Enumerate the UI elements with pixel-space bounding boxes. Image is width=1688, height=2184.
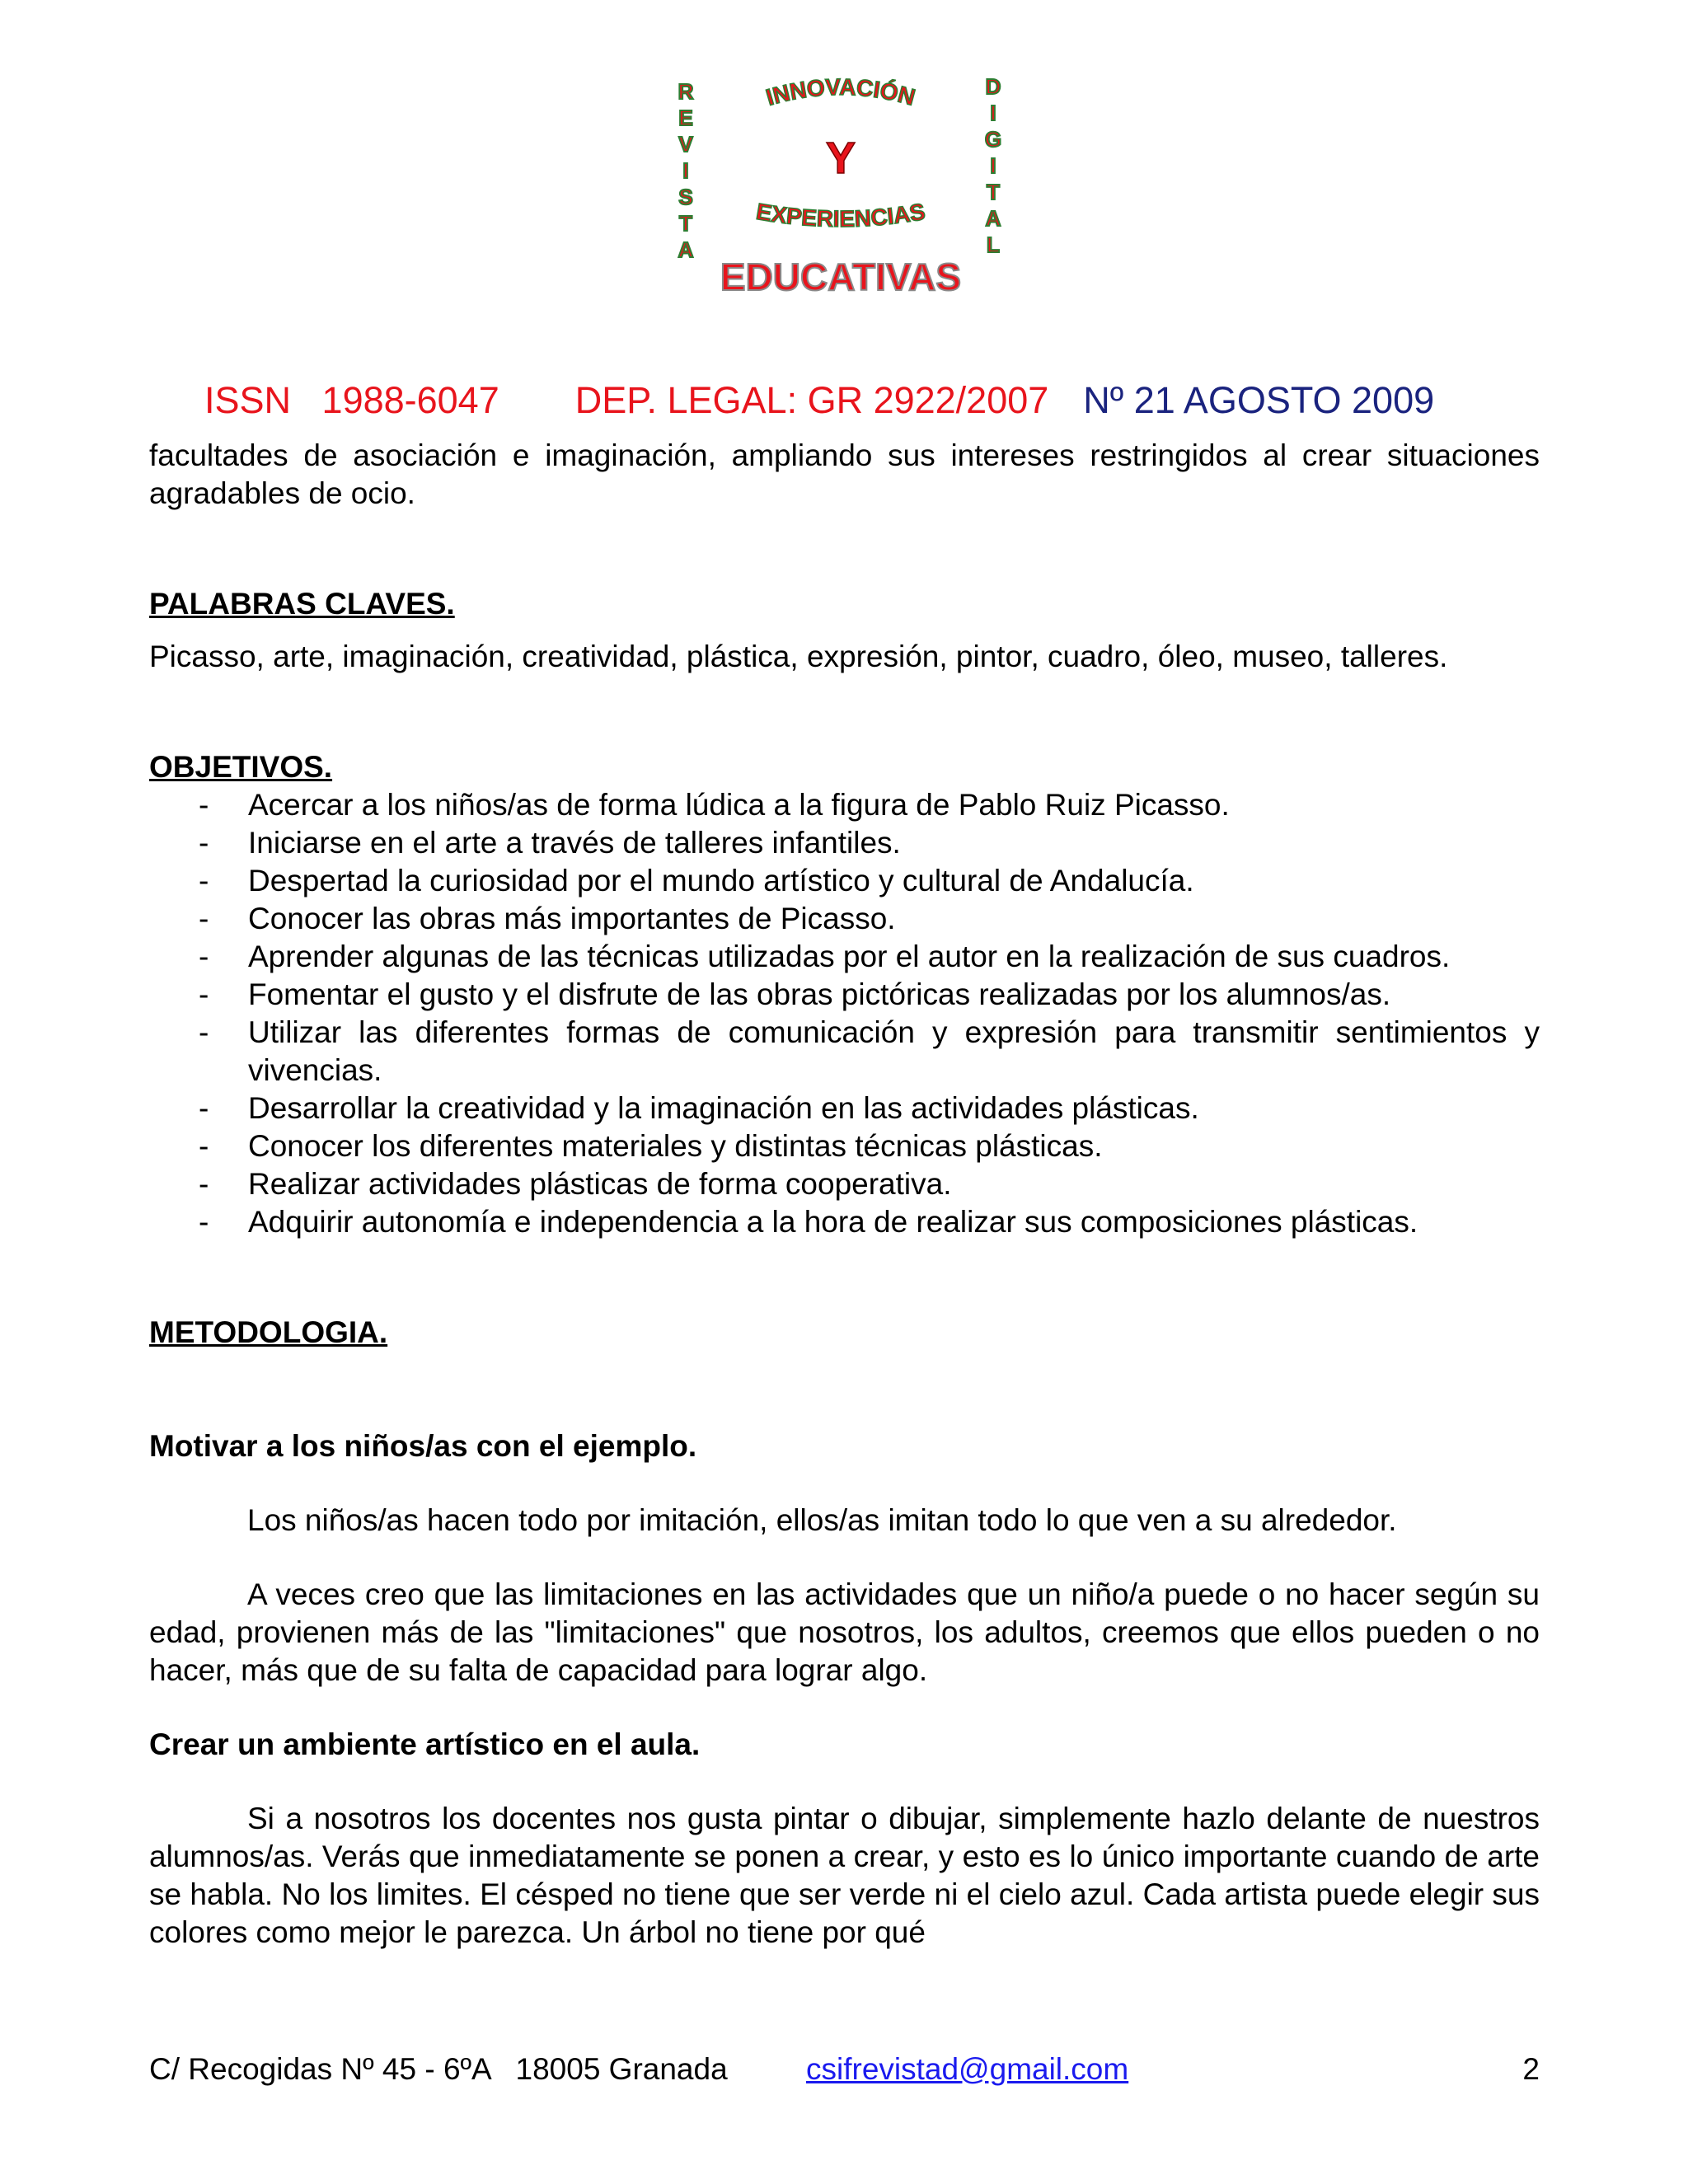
svg-text:D: D	[985, 74, 1001, 99]
list-dash: -	[199, 902, 209, 935]
svg-text:L: L	[987, 232, 1000, 257]
methodology-heading: METODOLOGIA.	[149, 1315, 388, 1349]
list-dash: -	[199, 826, 209, 860]
list-dash: -	[199, 1091, 209, 1125]
keywords-heading: PALABRAS CLAVES.	[149, 587, 455, 621]
article-body	[149, 437, 1540, 1952]
logo-center-y: Y	[825, 134, 856, 183]
list-dash: -	[199, 1129, 209, 1163]
list-dash: -	[199, 1015, 209, 1049]
list-item	[149, 1090, 1540, 1127]
list-dash: -	[199, 940, 209, 973]
svg-text:R: R	[678, 79, 694, 104]
list-dash: -	[199, 977, 209, 1011]
objectives-list	[149, 786, 1540, 1241]
list-item	[149, 938, 1540, 976]
paragraph: Si a nosotros los docentes nos gusta pintar o dibujar, simplemente hazlo delante de nuestros alumnos/as. Verás que inmediatamente se ponen a crear, y esto es lo único importante cuando de arte se habla. No los limites. El césped no tiene que ser verde ni el cielo azul. Cada artista puede elegir sus colores como mejor le parezca. Un árbol no tiene por qué	[149, 1802, 1540, 1949]
list-dash: -	[199, 1167, 209, 1201]
list-item	[149, 976, 1540, 1014]
issn: ISSN 1988-6047	[204, 379, 499, 421]
list-dash: -	[199, 788, 209, 822]
list-item	[149, 862, 1540, 900]
logo-right-column	[985, 74, 1001, 257]
section-title: Crear un ambiente artístico en el aula.	[149, 1727, 701, 1761]
list-item	[149, 1014, 1540, 1090]
list-item-text: Desarrollar la creatividad y la imaginación en las actividades plásticas.	[248, 1091, 1199, 1125]
list-dash: -	[199, 864, 209, 898]
issue-number: Nº 21 AGOSTO 2009	[1083, 379, 1435, 421]
list-item-text: Adquirir autonomía e independencia a la hora de realizar sus composiciones plásticas.	[248, 1205, 1418, 1239]
list-item-text: Conocer las obras más importantes de Picasso.	[248, 902, 896, 935]
svg-text:I: I	[990, 101, 996, 125]
dep-legal: DEP. LEGAL: GR 2922/2007	[574, 379, 1049, 421]
svg-text:G: G	[984, 127, 1002, 152]
logo-left-column	[678, 79, 694, 262]
list-item-text: Conocer los diferentes materiales y distintas técnicas plásticas.	[248, 1129, 1103, 1163]
svg-text:E: E	[678, 105, 693, 130]
svg-text:V: V	[678, 132, 693, 157]
svg-text:I: I	[990, 153, 996, 178]
svg-text:S: S	[678, 185, 693, 209]
list-item-text: Realizar actividades plásticas de forma cooperativa.	[248, 1167, 952, 1201]
list-item-text: Iniciarse en el arte a través de talleres infantiles.	[248, 826, 901, 860]
list-item-text: Aprender algunas de las técnicas utilizadas por el autor en la realización de sus cuadros.	[248, 940, 1451, 973]
page-number: 2	[1522, 2052, 1540, 2086]
keywords-text: Picasso, arte, imaginación, creatividad, plástica, expresión, pintor, cuadro, óleo, museo, talleres.	[149, 640, 1448, 673]
svg-text:T: T	[987, 180, 1000, 204]
list-item-text: Acercar a los niños/as de forma lúdica a la figura de Pablo Ruiz Picasso.	[248, 788, 1230, 822]
intro-paragraph: facultades de asociación e imaginación, ampliando sus intereses restringidos al crear situaciones agradables de ocio.	[149, 438, 1540, 510]
paragraph: A veces creo que las limitaciones en las actividades que un niño/a puede o no hacer según su edad, provienen más de las "limitaciones" que nosotros, los adultos, creemos que ellos pueden o no hacer, más que de su falta de capacidad para lograr algo.	[149, 1577, 1540, 1687]
logo-bottom-text: EDUCATIVAS	[720, 255, 962, 298]
list-item	[149, 1127, 1540, 1165]
email-link[interactable]: csifrevistad@gmail.com	[806, 2052, 1129, 2086]
objectives-heading: OBJETIVOS.	[149, 750, 333, 784]
list-dash: -	[199, 1205, 209, 1239]
list-item-text: Despertad la curiosidad por el mundo artístico y cultural de Andalucía.	[248, 864, 1194, 898]
logo-middle-arc: EXPERIENCIAS	[754, 198, 927, 232]
issn-line	[204, 377, 1523, 424]
list-item	[149, 900, 1540, 938]
list-item-text: Utilizar las diferentes formas de comunicación y expresión para transmitir sentimientos y vivencias.	[248, 1015, 1540, 1087]
magazine-logo	[659, 74, 1022, 313]
list-item	[149, 786, 1540, 824]
page-footer	[149, 2050, 1540, 2088]
svg-text:I: I	[682, 158, 689, 183]
list-item-text: Fomentar el gusto y el disfrute de las obras pictóricas realizadas por los alumnos/as.	[248, 977, 1391, 1011]
logo-top-arc: INNOVACIÓN	[762, 74, 918, 110]
list-item	[149, 824, 1540, 862]
svg-text:A: A	[678, 237, 694, 262]
footer-address: C/ Recogidas Nº 45 - 6ºA 18005 Granada	[149, 2052, 728, 2086]
list-item	[149, 1203, 1540, 1241]
paragraph: Los niños/as hacen todo por imitación, ellos/as imitan todo lo que ven a su alrededor.	[247, 1503, 1397, 1537]
list-item	[149, 1165, 1540, 1203]
svg-text:A: A	[985, 206, 1001, 231]
svg-text:T: T	[679, 211, 692, 236]
section-title: Motivar a los niños/as con el ejemplo.	[149, 1429, 697, 1463]
